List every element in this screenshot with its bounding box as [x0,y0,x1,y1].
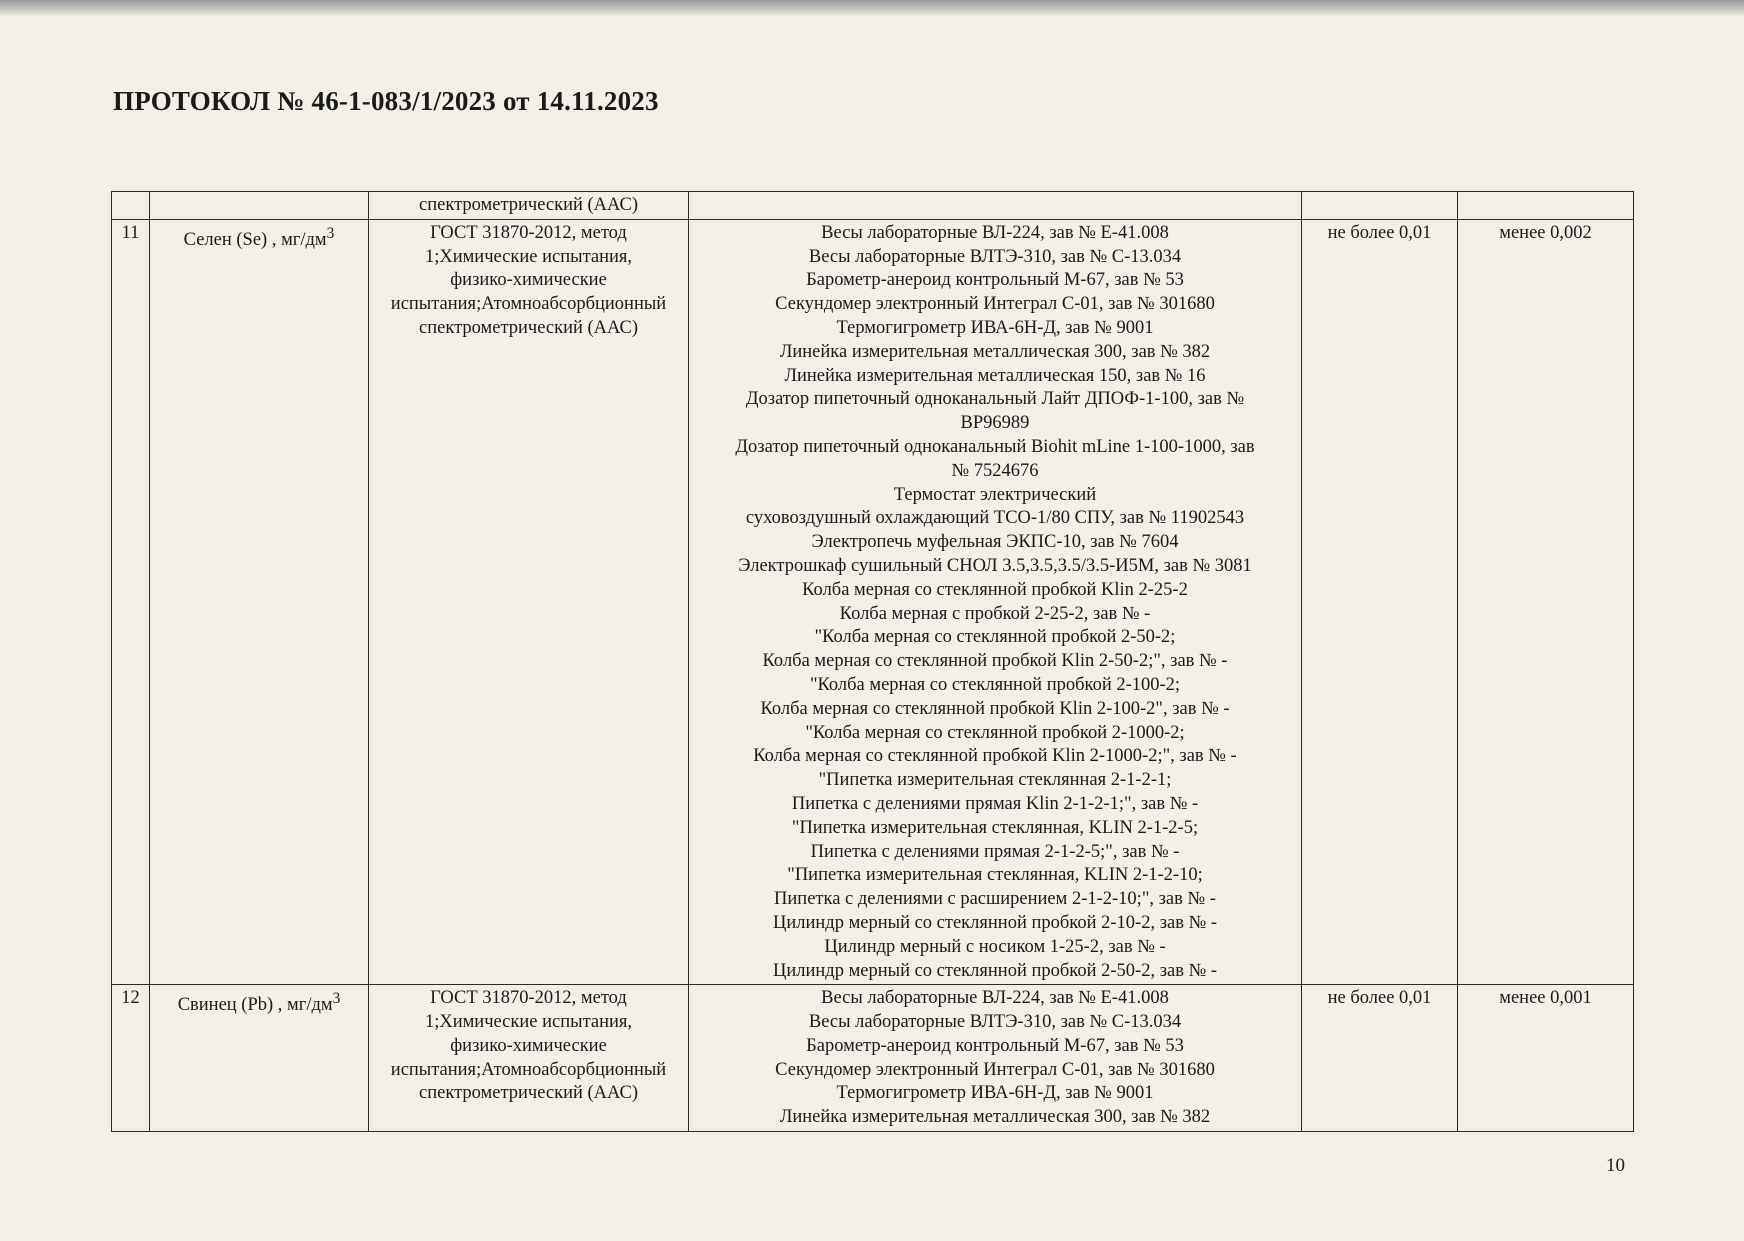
cell-result [1458,192,1634,220]
cell-norm: не более 0,01 [1302,219,1458,985]
cell-num: 12 [112,985,150,1132]
equipment-line: Весы лабораторные ВЛТЭ-310, зав № С-13.034 [808,1012,1182,1033]
equipment-line: Колба мерная со стеклянной пробкой Klin 2-100-2", зав № - [760,698,1230,719]
equipment-line: Линейка измерительная металлическая 150, зав № 16 [784,365,1206,386]
equipment-line: Дозатор пипеточный одноканальный Biohit mLine 1-100-1000, зав [735,436,1255,457]
cell-method [369,219,689,985]
method-line: 1;Химические испытания, [424,246,633,267]
equipment-line: Цилиндр мерный со стеклянной пробкой 2-50-2, зав № - [772,960,1218,981]
equipment-line: "Колба мерная со стеклянной пробкой 2-100-2; [809,674,1181,695]
equipment-line: "Колба мерная со стеклянной пробкой 2-50-2; [814,627,1176,648]
equipment-line: Линейка измерительная металлическая 300, зав № 382 [779,341,1211,362]
method-line: испытания;Атомноабсорбционный [390,1059,667,1080]
equipment-line: Электрошкаф сушильный СНОЛ 3.5,3.5,3.5/3.5-И5М, зав № 3081 [738,555,1252,576]
cell-indicator [150,192,369,220]
equipment-line: суховоздушный охлаждающий ТСО-1/80 СПУ, зав № 11902543 [745,508,1245,529]
equipment-line: Колба мерная со стеклянной пробкой Klin 2-25-2 [802,579,1188,600]
equipment-line: Весы лабораторные ВЛ-224, зав № Е-41.008 [821,222,1169,243]
scan-edge-shadow [0,0,1744,16]
table-row [112,985,1634,1132]
cell-method: спектрометрический (ААС) [369,192,689,220]
equipment-line: Весы лабораторные ВЛ-224, зав № Е-41.008 [821,988,1169,1009]
indicator-text: Свинец (Pb) , мг/дм [177,995,333,1016]
cell-norm [1302,192,1458,220]
cell-equipment [689,192,1302,220]
equipment-list [693,222,1297,984]
equipment-line: Колба мерная со стеклянной пробкой Klin 2-50-2;", зав № - [762,651,1228,672]
method-line: спектрометрический (ААС) [419,1083,638,1104]
cell-method [369,985,689,1132]
equipment-list [693,987,1297,1130]
equipment-line: Колба мерная с пробкой 2-25-2, зав № - [839,603,1151,624]
indicator-superscript: 3 [326,224,335,242]
equipment-line: Пипетка с делениями с расширением 2-1-2-10;", зав № - [774,889,1216,910]
indicator-superscript: 3 [332,990,341,1008]
equipment-line: Электропечь муфельная ЭКПС-10, зав № 7604 [811,532,1179,553]
cell-result: менее 0,002 [1458,219,1634,985]
method-line: ГОСТ 31870-2012, метод [430,988,627,1009]
results-table [111,191,1634,1132]
page-number: 10 [1606,1155,1625,1176]
equipment-line: Дозатор пипеточный одноканальный Лайт ДПОФ-1-100, зав № [745,389,1245,410]
table-row [112,219,1634,985]
cell-indicator [150,219,369,985]
method-lines [373,987,684,1106]
method-line: физико-химические [450,1035,607,1056]
equipment-line: Колба мерная со стеклянной пробкой Klin 2-1000-2;", зав № - [753,746,1237,767]
indicator-text: Селен (Se) , мг/дм [183,229,327,250]
method-lines [373,222,684,341]
equipment-line: Пипетка с делениями прямая 2-1-2-5;", зав № - [810,841,1180,862]
equipment-line: Весы лабораторные ВЛТЭ-310, зав № С-13.034 [808,246,1182,267]
equipment-line: Пипетка с делениями прямая Klin 2-1-2-1;", зав № - [791,793,1199,814]
equipment-line: Термогигрометр ИВА-6Н-Д, зав № 9001 [836,317,1154,338]
equipment-line: "Колба мерная со стеклянной пробкой 2-1000-2; [805,722,1185,743]
cell-num: 11 [112,219,150,985]
equipment-line: Секундомер электронный Интеграл С-01, зав № 301680 [775,1059,1215,1080]
equipment-line: Цилиндр мерный с носиком 1-25-2, зав № - [824,936,1166,957]
page-title: ПРОТОКОЛ № 46-1-083/1/2023 от 14.11.2023 [113,86,659,116]
method-line: спектрометрический (ААС) [419,317,638,338]
equipment-line: Линейка измерительная металлическая 300, зав № 382 [779,1107,1211,1128]
equipment-line: Барометр-анероид контрольный М-67, зав № 53 [806,270,1184,291]
equipment-line: "Пипетка измерительная стеклянная, KLIN 2-1-2-5; [791,817,1199,838]
method-line: 1;Химические испытания, [424,1012,633,1033]
method-line: испытания;Атомноабсорбционный [390,294,667,315]
equipment-line: Цилиндр мерный со стеклянной пробкой 2-10-2, зав № - [772,912,1218,933]
equipment-line: BP96989 [960,413,1030,434]
cell-result: менее 0,001 [1458,985,1634,1132]
equipment-line: "Пипетка измерительная стеклянная 2-1-2-1; [818,770,1172,791]
cell-equipment [689,219,1302,985]
equipment-line: "Пипетка измерительная стеклянная, KLIN 2-1-2-10; [787,865,1203,886]
cell-indicator [150,985,369,1132]
equipment-line: Термогигрометр ИВА-6Н-Д, зав № 9001 [836,1083,1154,1104]
equipment-line: Термостат электрический [893,484,1097,505]
method-line: ГОСТ 31870-2012, метод [430,222,627,243]
cell-num [112,192,150,220]
table-row-continuation [112,192,1634,220]
equipment-line: № 7524676 [951,460,1039,481]
equipment-line: Барометр-анероид контрольный М-67, зав № 53 [806,1035,1184,1056]
cell-norm: не более 0,01 [1302,985,1458,1132]
equipment-line: Секундомер электронный Интеграл С-01, зав № 301680 [775,294,1215,315]
method-line: физико-химические [450,270,607,291]
cell-equipment [689,985,1302,1132]
